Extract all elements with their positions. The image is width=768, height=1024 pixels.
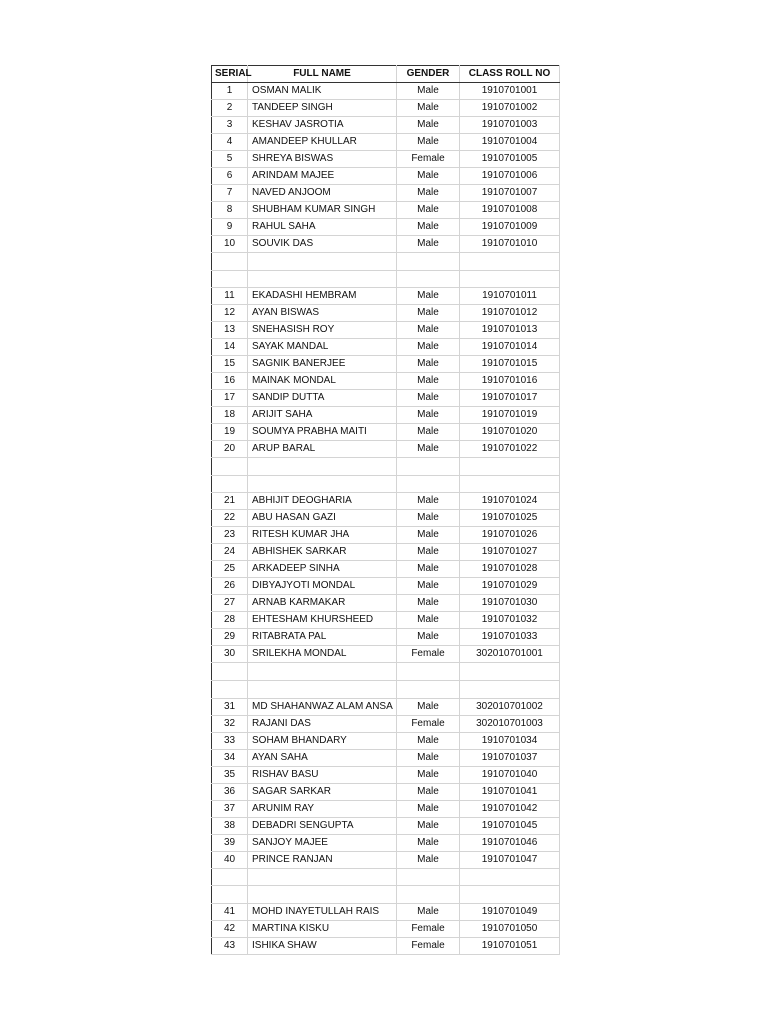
full-name-cell: RITESH KUMAR JHA	[248, 527, 397, 544]
full-name-cell: AMANDEEP KHULLAR	[248, 134, 397, 151]
gender-cell: Male	[397, 851, 460, 868]
blank-cell	[397, 868, 460, 886]
class-roll-no-cell: 1910701009	[460, 219, 560, 236]
full-name-cell: SAYAK MANDAL	[248, 339, 397, 356]
serial-number-cell: 16	[212, 373, 248, 390]
student-row	[212, 749, 560, 766]
serial-number-cell: 5	[212, 151, 248, 168]
student-row	[212, 151, 560, 168]
student-row	[212, 800, 560, 817]
class-roll-no-cell: 1910701026	[460, 527, 560, 544]
serial-number-cell: 26	[212, 578, 248, 595]
blank-cell	[460, 868, 560, 886]
class-roll-no-cell: 1910701027	[460, 544, 560, 561]
blank-cell	[248, 886, 397, 904]
serial-number-cell: 42	[212, 920, 248, 937]
gender-cell: Male	[397, 185, 460, 202]
blank-cell	[212, 458, 248, 476]
gender-cell: Male	[397, 322, 460, 339]
gender-cell: Female	[397, 151, 460, 168]
class-roll-no-cell: 1910701010	[460, 236, 560, 253]
serial-number-cell: 14	[212, 339, 248, 356]
student-row	[212, 168, 560, 185]
gender-cell: Male	[397, 783, 460, 800]
full-name-cell: SAGNIK BANERJEE	[248, 356, 397, 373]
student-row	[212, 544, 560, 561]
gender-cell: Male	[397, 612, 460, 629]
serial-number-cell: 34	[212, 749, 248, 766]
student-row	[212, 202, 560, 219]
full-name-cell: ARUP BARAL	[248, 441, 397, 458]
full-name-cell: RAHUL SAHA	[248, 219, 397, 236]
student-row	[212, 612, 560, 629]
blank-spacer-row	[212, 680, 560, 698]
serial-number-cell: 6	[212, 168, 248, 185]
student-row	[212, 527, 560, 544]
serial-number-cell: 3	[212, 117, 248, 134]
serial-number-cell: 23	[212, 527, 248, 544]
serial-number-cell: 43	[212, 937, 248, 954]
student-roster-table	[211, 65, 560, 955]
blank-cell	[248, 458, 397, 476]
student-row	[212, 305, 560, 322]
student-roster-sheet	[211, 65, 560, 955]
student-row	[212, 920, 560, 937]
blank-cell	[460, 458, 560, 476]
student-row	[212, 510, 560, 527]
gender-cell: Male	[397, 117, 460, 134]
serial-number-cell: 2	[212, 100, 248, 117]
full-name-cell: ARIJIT SAHA	[248, 407, 397, 424]
class-roll-no-cell: 1910701008	[460, 202, 560, 219]
blank-cell	[212, 253, 248, 271]
gender-cell: Male	[397, 749, 460, 766]
serial-number-cell: 36	[212, 783, 248, 800]
student-row	[212, 578, 560, 595]
blank-spacer-row	[212, 868, 560, 886]
gender-cell: Male	[397, 424, 460, 441]
gender-cell: Male	[397, 544, 460, 561]
full-name-cell: SAGAR SARKAR	[248, 783, 397, 800]
gender-cell: Male	[397, 100, 460, 117]
blank-cell	[460, 663, 560, 681]
serial-number-cell: 28	[212, 612, 248, 629]
student-row	[212, 339, 560, 356]
student-row	[212, 219, 560, 236]
blank-cell	[460, 886, 560, 904]
blank-cell	[212, 663, 248, 681]
serial-number-cell: 4	[212, 134, 248, 151]
full-name-cell: EKADASHI HEMBRAM	[248, 288, 397, 305]
serial-number-cell: 21	[212, 493, 248, 510]
serial-number-cell: 33	[212, 732, 248, 749]
blank-cell	[248, 475, 397, 493]
serial-number-cell: 9	[212, 219, 248, 236]
serial-number-cell: 35	[212, 766, 248, 783]
serial-number-cell: 37	[212, 800, 248, 817]
full-name-cell: ARKADEEP SINHA	[248, 561, 397, 578]
serial-number-cell: 7	[212, 185, 248, 202]
student-row	[212, 83, 560, 100]
blank-cell	[397, 663, 460, 681]
serial-number-cell: 30	[212, 646, 248, 663]
serial-number-cell: 25	[212, 561, 248, 578]
student-row	[212, 134, 560, 151]
class-roll-no-cell: 1910701016	[460, 373, 560, 390]
serial-number-cell: 41	[212, 903, 248, 920]
full-name-cell: SANDIP DUTTA	[248, 390, 397, 407]
blank-cell	[248, 253, 397, 271]
full-name-cell: TANDEEP SINGH	[248, 100, 397, 117]
header-row	[212, 66, 560, 83]
blank-cell	[397, 475, 460, 493]
gender-cell: Male	[397, 219, 460, 236]
full-name-cell: NAVED ANJOOM	[248, 185, 397, 202]
class-roll-no-cell: 1910701047	[460, 851, 560, 868]
full-name-cell: DIBYAJYOTI MONDAL	[248, 578, 397, 595]
full-name-cell: ARINDAM MAJEE	[248, 168, 397, 185]
student-row	[212, 595, 560, 612]
student-row	[212, 766, 560, 783]
gender-cell: Male	[397, 202, 460, 219]
student-row	[212, 493, 560, 510]
serial-number-cell: 39	[212, 834, 248, 851]
blank-spacer-row	[212, 886, 560, 904]
class-roll-no-cell: 1910701003	[460, 117, 560, 134]
full-name-cell: OSMAN MALIK	[248, 83, 397, 100]
class-roll-no-cell: 1910701001	[460, 83, 560, 100]
gender-cell: Male	[397, 441, 460, 458]
gender-cell: Male	[397, 288, 460, 305]
serial-number-cell: 8	[212, 202, 248, 219]
student-row	[212, 424, 560, 441]
serial-number-cell: 29	[212, 629, 248, 646]
full-name-cell: SOUVIK DAS	[248, 236, 397, 253]
class-roll-no-cell: 1910701024	[460, 493, 560, 510]
gender-cell: Male	[397, 168, 460, 185]
serial-number-cell: 15	[212, 356, 248, 373]
student-row	[212, 407, 560, 424]
class-roll-no-cell: 1910701002	[460, 100, 560, 117]
full-name-cell: ABHISHEK SARKAR	[248, 544, 397, 561]
student-row	[212, 629, 560, 646]
serial-column-header: SERIAL	[212, 66, 248, 83]
student-row	[212, 646, 560, 663]
class-roll-no-cell: 1910701046	[460, 834, 560, 851]
student-row	[212, 185, 560, 202]
roster-body	[212, 83, 560, 955]
class-roll-no-cell: 1910701014	[460, 339, 560, 356]
class-roll-no-cell: 1910701028	[460, 561, 560, 578]
class-roll-no-cell: 1910701025	[460, 510, 560, 527]
full-name-cell: RISHAV BASU	[248, 766, 397, 783]
gender-cell: Male	[397, 373, 460, 390]
gender-cell: Female	[397, 920, 460, 937]
full-name-cell: ISHIKA SHAW	[248, 937, 397, 954]
serial-number-cell: 1	[212, 83, 248, 100]
blank-cell	[212, 680, 248, 698]
class-roll-no-cell: 1910701030	[460, 595, 560, 612]
full-name-cell: SHREYA BISWAS	[248, 151, 397, 168]
serial-number-cell: 20	[212, 441, 248, 458]
gender-cell: Male	[397, 629, 460, 646]
full-name-cell: RAJANI DAS	[248, 715, 397, 732]
full-name-cell: MAINAK MONDAL	[248, 373, 397, 390]
student-row	[212, 117, 560, 134]
student-row	[212, 715, 560, 732]
full-name-cell: SOUMYA PRABHA MAITI	[248, 424, 397, 441]
blank-cell	[248, 270, 397, 288]
class-roll-no-cell: 1910701029	[460, 578, 560, 595]
class-roll-no-column-header: CLASS ROLL NO	[460, 66, 560, 83]
blank-cell	[460, 475, 560, 493]
serial-number-cell: 18	[212, 407, 248, 424]
class-roll-no-cell: 1910701033	[460, 629, 560, 646]
serial-number-cell: 13	[212, 322, 248, 339]
full-name-cell: SANJOY MAJEE	[248, 834, 397, 851]
class-roll-no-cell: 1910701041	[460, 783, 560, 800]
class-roll-no-cell: 302010701002	[460, 698, 560, 715]
gender-cell: Male	[397, 356, 460, 373]
class-roll-no-cell: 1910701005	[460, 151, 560, 168]
full-name-cell: AYAN BISWAS	[248, 305, 397, 322]
blank-spacer-row	[212, 270, 560, 288]
gender-cell: Male	[397, 83, 460, 100]
student-row	[212, 834, 560, 851]
blank-spacer-row	[212, 475, 560, 493]
class-roll-no-cell: 1910701037	[460, 749, 560, 766]
class-roll-no-cell: 1910701050	[460, 920, 560, 937]
gender-cell: Male	[397, 578, 460, 595]
student-row	[212, 373, 560, 390]
gender-cell: Male	[397, 800, 460, 817]
full-name-cell: SHUBHAM KUMAR SINGH	[248, 202, 397, 219]
full-name-cell: SNEHASISH ROY	[248, 322, 397, 339]
student-row	[212, 698, 560, 715]
student-row	[212, 322, 560, 339]
class-roll-no-cell: 1910701051	[460, 937, 560, 954]
gender-cell: Male	[397, 134, 460, 151]
class-roll-no-cell: 1910701045	[460, 817, 560, 834]
blank-spacer-row	[212, 253, 560, 271]
student-row	[212, 390, 560, 407]
blank-cell	[212, 886, 248, 904]
gender-cell: Male	[397, 407, 460, 424]
class-roll-no-cell: 302010701003	[460, 715, 560, 732]
gender-cell: Male	[397, 493, 460, 510]
blank-cell	[397, 270, 460, 288]
full-name-cell: EHTESHAM KHURSHEED	[248, 612, 397, 629]
serial-number-cell: 10	[212, 236, 248, 253]
blank-cell	[248, 663, 397, 681]
gender-cell: Male	[397, 766, 460, 783]
class-roll-no-cell: 1910701007	[460, 185, 560, 202]
gender-cell: Male	[397, 561, 460, 578]
gender-cell: Male	[397, 527, 460, 544]
class-roll-no-cell: 1910701049	[460, 903, 560, 920]
full-name-cell: DEBADRI SENGUPTA	[248, 817, 397, 834]
class-roll-no-cell: 1910701012	[460, 305, 560, 322]
full-name-cell: ARUNIM RAY	[248, 800, 397, 817]
serial-number-cell: 38	[212, 817, 248, 834]
blank-spacer-row	[212, 458, 560, 476]
student-row	[212, 236, 560, 253]
gender-cell: Male	[397, 732, 460, 749]
gender-cell: Male	[397, 595, 460, 612]
student-row	[212, 732, 560, 749]
serial-number-cell: 31	[212, 698, 248, 715]
gender-cell: Male	[397, 236, 460, 253]
gender-cell: Female	[397, 937, 460, 954]
class-roll-no-cell: 1910701013	[460, 322, 560, 339]
student-row	[212, 441, 560, 458]
gender-cell: Male	[397, 510, 460, 527]
gender-cell: Male	[397, 339, 460, 356]
gender-cell: Female	[397, 646, 460, 663]
serial-number-cell: 19	[212, 424, 248, 441]
class-roll-no-cell: 1910701004	[460, 134, 560, 151]
blank-cell	[460, 253, 560, 271]
student-row	[212, 356, 560, 373]
blank-cell	[212, 270, 248, 288]
full-name-cell: KESHAV JASROTIA	[248, 117, 397, 134]
serial-number-cell: 40	[212, 851, 248, 868]
class-roll-no-cell: 1910701042	[460, 800, 560, 817]
full-name-column-header: FULL NAME	[248, 66, 397, 83]
class-roll-no-cell: 1910701011	[460, 288, 560, 305]
serial-number-cell: 17	[212, 390, 248, 407]
blank-cell	[248, 868, 397, 886]
gender-cell: Male	[397, 698, 460, 715]
gender-cell: Male	[397, 305, 460, 322]
full-name-cell: MARTINA KISKU	[248, 920, 397, 937]
full-name-cell: ARNAB KARMAKAR	[248, 595, 397, 612]
gender-cell: Male	[397, 834, 460, 851]
full-name-cell: SRILEKHA MONDAL	[248, 646, 397, 663]
blank-cell	[212, 475, 248, 493]
blank-cell	[248, 680, 397, 698]
full-name-cell: PRINCE RANJAN	[248, 851, 397, 868]
gender-cell: Male	[397, 817, 460, 834]
serial-number-cell: 22	[212, 510, 248, 527]
full-name-cell: MOHD INAYETULLAH RAIS	[248, 903, 397, 920]
class-roll-no-cell: 1910701019	[460, 407, 560, 424]
full-name-cell: RITABRATA PAL	[248, 629, 397, 646]
full-name-cell: ABHIJIT DEOGHARIA	[248, 493, 397, 510]
student-row	[212, 100, 560, 117]
blank-cell	[460, 680, 560, 698]
class-roll-no-cell: 1910701015	[460, 356, 560, 373]
class-roll-no-cell: 1910701032	[460, 612, 560, 629]
class-roll-no-cell: 1910701040	[460, 766, 560, 783]
blank-cell	[397, 680, 460, 698]
gender-cell: Male	[397, 903, 460, 920]
student-row	[212, 288, 560, 305]
blank-cell	[460, 270, 560, 288]
serial-number-cell: 11	[212, 288, 248, 305]
student-row	[212, 903, 560, 920]
serial-number-cell: 27	[212, 595, 248, 612]
class-roll-no-cell: 1910701020	[460, 424, 560, 441]
serial-number-cell: 12	[212, 305, 248, 322]
student-row	[212, 783, 560, 800]
student-row	[212, 817, 560, 834]
full-name-cell: SOHAM BHANDARY	[248, 732, 397, 749]
blank-cell	[397, 886, 460, 904]
gender-column-header: GENDER	[397, 66, 460, 83]
gender-cell: Female	[397, 715, 460, 732]
serial-number-cell: 24	[212, 544, 248, 561]
student-row	[212, 851, 560, 868]
gender-cell: Male	[397, 390, 460, 407]
student-row	[212, 561, 560, 578]
blank-cell	[397, 253, 460, 271]
blank-cell	[397, 458, 460, 476]
blank-cell	[212, 868, 248, 886]
full-name-cell: AYAN SAHA	[248, 749, 397, 766]
class-roll-no-cell: 302010701001	[460, 646, 560, 663]
class-roll-no-cell: 1910701017	[460, 390, 560, 407]
student-row	[212, 937, 560, 954]
class-roll-no-cell: 1910701034	[460, 732, 560, 749]
full-name-cell: MD SHAHANWAZ ALAM ANSA	[248, 698, 397, 715]
blank-spacer-row	[212, 663, 560, 681]
class-roll-no-cell: 1910701006	[460, 168, 560, 185]
class-roll-no-cell: 1910701022	[460, 441, 560, 458]
full-name-cell: ABU HASAN GAZI	[248, 510, 397, 527]
serial-number-cell: 32	[212, 715, 248, 732]
